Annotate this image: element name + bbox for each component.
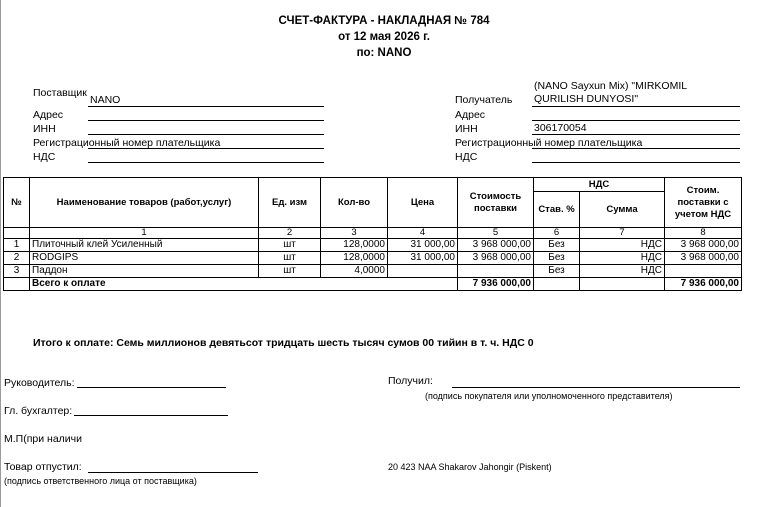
supplier-inn-label: ИНН — [33, 123, 56, 135]
total-with-nds: 7 936 000,00 — [665, 278, 742, 291]
supplier-label: Поставщик — [33, 87, 87, 99]
table-row — [4, 265, 742, 278]
received-note: (подпись покупателя или уполномоченного представителя) — [425, 391, 673, 401]
recipient-name-line — [532, 106, 740, 107]
director-label: Руководитель: — [4, 377, 75, 389]
header-nds-rate: Став. % — [534, 192, 580, 228]
recipient-inn-line — [532, 134, 740, 135]
col-number: 5 — [458, 228, 534, 239]
header-nds: НДС — [534, 178, 665, 192]
row-nds-rate: Без — [534, 252, 580, 265]
invoice-date: от 12 мая 2026 г. — [338, 31, 430, 43]
page-edge — [0, 0, 1, 507]
recipient-nds-label: НДС — [455, 151, 478, 163]
row-nds-sum: НДС — [580, 239, 665, 252]
recipient-name-line1: (NANO Sayxun Mix) "MIRKOMIL — [534, 80, 688, 92]
recipient-reg-label: Регистрационный номер плательщика — [455, 137, 643, 149]
table-row — [4, 252, 742, 265]
accountant-signature-line — [74, 415, 228, 416]
row-num: 3 — [4, 265, 30, 278]
received-signature-line — [452, 387, 740, 388]
row-nds-rate: Без — [534, 239, 580, 252]
invoice-po: по: NANO — [356, 47, 412, 59]
row-qty: 128,0000 — [321, 239, 388, 252]
row-price: 31 000,00 — [388, 239, 458, 252]
row-unit: шт — [259, 239, 321, 252]
col-number: 8 — [665, 228, 742, 239]
row-qty: 128,0000 — [321, 252, 388, 265]
supplier-reg-label: Регистрационный номер плательщика — [33, 137, 221, 149]
driver-text: 20 423 NAA Shakarov Jahongir (Piskent) — [388, 462, 552, 472]
row-qty: 4,0000 — [321, 265, 388, 278]
row-unit: шт — [259, 252, 321, 265]
supplier-address-label: Адрес — [33, 109, 64, 121]
recipient-nds-line — [532, 162, 740, 163]
recipient-address-label: Адрес — [455, 109, 486, 121]
header-price: Цена — [388, 178, 458, 228]
stamp-label: М.П(при наличи — [4, 433, 82, 445]
header-total-with-nds: Стоим. поставки с учетом НДС — [665, 178, 742, 228]
supplier-name: NANO — [90, 94, 121, 106]
row-name: RODGIPS — [30, 252, 259, 265]
table-row — [4, 239, 742, 252]
released-signature-line — [88, 472, 258, 473]
row-cost: 3 968 000,00 — [458, 252, 534, 265]
received-label: Получил: — [388, 375, 433, 387]
row-price: 31 000,00 — [388, 252, 458, 265]
recipient-address-line — [532, 120, 740, 121]
supplier-address-line — [88, 120, 324, 121]
col-number: 4 — [388, 228, 458, 239]
col-number: 1 — [30, 228, 259, 239]
col-number: 3 — [321, 228, 388, 239]
supplier-nds-line — [88, 162, 324, 163]
summary-text: Итого к оплате: Семь миллионов девятьсот тридцать шесть тысяч сумов 00 тийин в т. ч. НДС 0 — [33, 337, 534, 349]
header-cost: Стоимость поставки — [458, 178, 534, 228]
recipient-inn-label: ИНН — [455, 123, 478, 135]
row-num: 1 — [4, 239, 30, 252]
header-name: Наименование товаров (работ,услуг) — [30, 178, 259, 228]
col-number: 6 — [534, 228, 580, 239]
row-nds-rate: Без — [534, 265, 580, 278]
accountant-label: Гл. бухгалтер: — [4, 405, 73, 417]
header-unit: Ед. изм — [259, 178, 321, 228]
supplier-name-line — [88, 106, 324, 107]
supplier-inn-line — [88, 134, 324, 135]
row-total: 3 968 000,00 — [665, 239, 742, 252]
total-label: Всего к оплате — [30, 278, 458, 291]
supplier-reg-line — [88, 148, 324, 149]
recipient-name-line2: QURILISH DUNYOSI" — [534, 93, 639, 105]
row-name: Плиточный клей Усиленный — [30, 239, 259, 252]
total-cost: 7 936 000,00 — [458, 278, 534, 291]
recipient-label: Получатель — [455, 94, 513, 106]
row-total: 3 968 000,00 — [665, 252, 742, 265]
col-number: 2 — [259, 228, 321, 239]
total-row — [4, 278, 742, 291]
director-signature-line — [77, 387, 226, 388]
row-nds-sum: НДС — [580, 252, 665, 265]
col-number: 7 — [580, 228, 665, 239]
released-note: (подпись ответственного лица от поставщика) — [4, 476, 197, 486]
row-num: 2 — [4, 252, 30, 265]
recipient-inn-value: 306170054 — [534, 122, 587, 134]
row-unit: шт — [259, 265, 321, 278]
items-table — [3, 177, 742, 291]
column-numbers-row — [4, 228, 742, 239]
invoice-title: СЧЕТ-ФАКТУРА - НАКЛАДНАЯ № 784 — [278, 15, 490, 27]
header-num: № — [4, 178, 30, 228]
row-cost — [458, 265, 534, 278]
recipient-reg-line — [532, 148, 740, 149]
row-price — [388, 265, 458, 278]
row-total — [665, 265, 742, 278]
supplier-nds-label: НДС — [33, 151, 56, 163]
header-qty: Кол-во — [321, 178, 388, 228]
released-label: Товар отпустил: — [4, 461, 82, 473]
row-nds-sum: НДС — [580, 265, 665, 278]
row-cost: 3 968 000,00 — [458, 239, 534, 252]
row-name: Паддон — [30, 265, 259, 278]
header-nds-sum: Сумма — [580, 192, 665, 228]
